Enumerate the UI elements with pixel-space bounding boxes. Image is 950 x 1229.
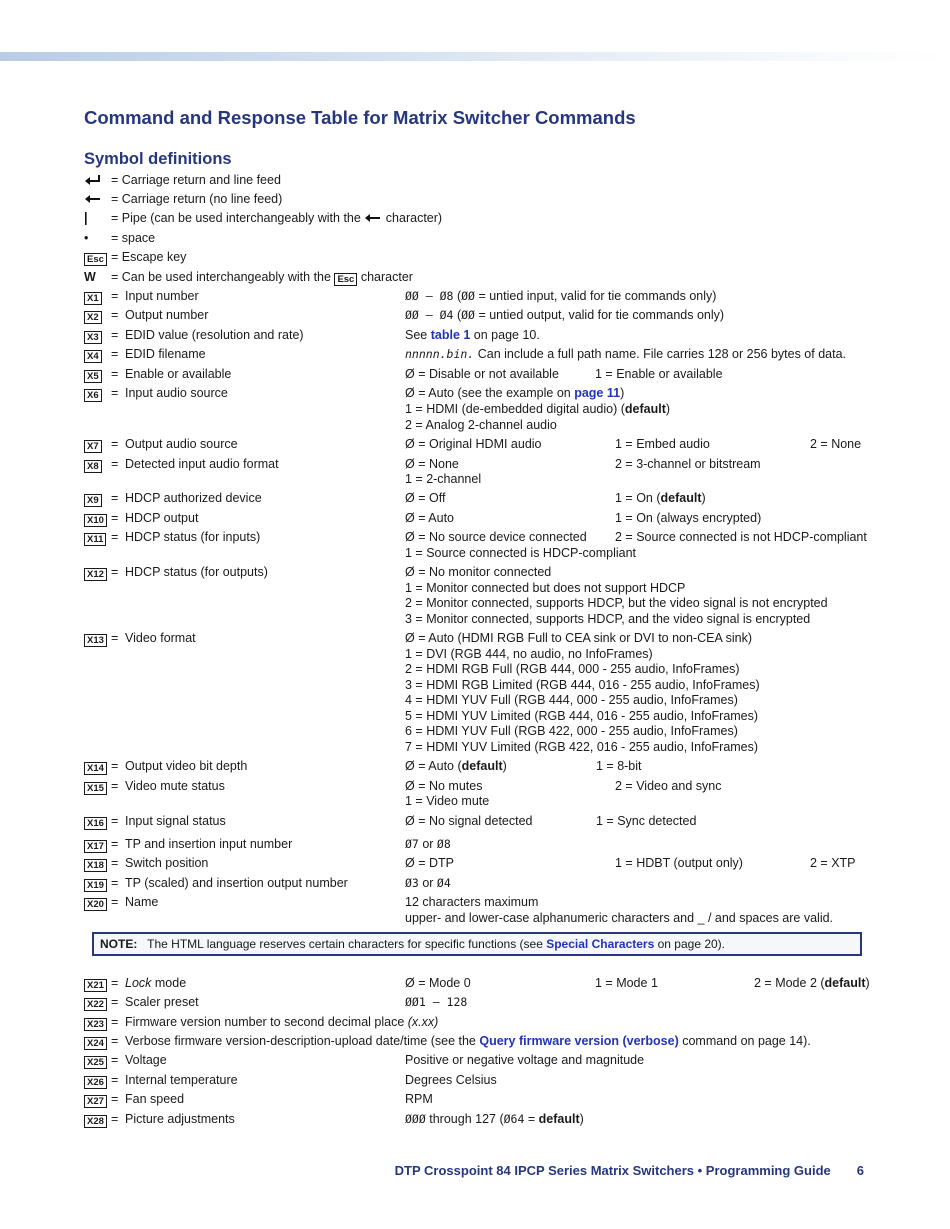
- variable-symbol-box: X15: [84, 782, 107, 795]
- crlf-arrow-icon: [84, 172, 106, 189]
- equals-sign: =: [111, 1015, 119, 1029]
- equals-sign: =: [111, 367, 119, 381]
- equals-sign: =: [111, 386, 119, 400]
- variable-description: Fan speed: [125, 1092, 185, 1106]
- equals-sign: =: [111, 995, 119, 1009]
- footer-title: DTP Crosspoint 84 IPCP Series Matrix Switchers • Programming Guide: [394, 1163, 831, 1178]
- variable-symbol-box: X18: [84, 859, 107, 872]
- space-definition: = space: [111, 231, 156, 245]
- w-definition: = Can be used interchangeably with the Esc character: [111, 270, 413, 285]
- x13-values-3: 2 = HDMI RGB Full (RGB 444, 000 - 255 audio, InfoFrames): [405, 662, 740, 676]
- variable-symbol-box: X23: [84, 1018, 107, 1031]
- variable-description: HDCP output: [125, 511, 199, 525]
- page-number: 6: [856, 1163, 864, 1178]
- variable-symbol-box: X20: [84, 898, 107, 911]
- variable-description: Verbose firmware version-description-upload date/time (see the Query firmware version (verbose) command on page 14).: [125, 1034, 811, 1048]
- variable-description: HDCP authorized device: [125, 491, 262, 505]
- variable-symbol-box: X17: [84, 840, 107, 853]
- equals-sign: =: [111, 437, 119, 451]
- variable-description: Voltage: [125, 1053, 167, 1067]
- symbol-esc-row: [0, 249, 950, 266]
- note-label: NOTE:: [100, 937, 138, 951]
- x17-values: Ø7 or Ø8: [405, 837, 451, 851]
- x-row: [0, 1033, 950, 1050]
- variable-description: Input audio source: [125, 386, 228, 400]
- variable-symbol-box: X21: [84, 979, 107, 992]
- pipe-icon: [84, 210, 106, 229]
- page-11-link[interactable]: page 11: [574, 386, 621, 400]
- x13-values: Ø = Auto (HDMI RGB Full to CEA sink or DVI to non-CEA sink): [405, 631, 752, 645]
- variable-symbol-box: X7: [84, 440, 102, 453]
- x5-values: Ø = Disable or not available 1 = Enable or available: [405, 367, 723, 381]
- variable-description: Output number: [125, 308, 209, 322]
- x13-values-8: 7 = HDMI YUV Limited (RGB 422, 016 - 255 audio, InfoFrames): [405, 740, 759, 754]
- equals-sign: =: [111, 1073, 119, 1087]
- esc-key-box: Esc: [84, 253, 107, 266]
- x18-values: Ø = DTP 1 = HDBT (output only) 2 = XTP: [405, 856, 856, 870]
- variable-symbol-box: X24: [84, 1037, 107, 1050]
- equals-sign: =: [111, 895, 119, 909]
- variable-symbol-box: X25: [84, 1056, 107, 1069]
- x2-values: ØØ – Ø4 (ØØ = untied output, valid for tie commands only): [405, 308, 725, 322]
- symbol-space-row: [0, 230, 950, 247]
- variable-symbol-box: X10: [84, 514, 107, 527]
- variable-description: Input signal status: [125, 814, 226, 828]
- variable-description: Firmware version number to second decimal place (x.xx): [125, 1015, 439, 1029]
- x16-values: Ø = No signal detected 1 = Sync detected: [405, 814, 697, 828]
- variable-symbol-box: X28: [84, 1115, 107, 1128]
- x7-values: Ø = Original HDMI audio 1 = Embed audio 2 = None: [405, 437, 862, 451]
- x1-values: ØØ – Ø8 (ØØ = untied input, valid for tie commands only): [405, 289, 717, 303]
- x12-values-4: 3 = Monitor connected, supports HDCP, and the video signal is encrypted: [405, 612, 811, 626]
- x11-values: Ø = No source device connected 2 = Source connected is not HDCP-compliant: [405, 530, 867, 544]
- x8-values: Ø = None 2 = 3-channel or bitstream: [405, 457, 761, 471]
- variable-symbol-box: X14: [84, 762, 107, 775]
- equals-sign: =: [111, 876, 119, 890]
- x6-values-2: 1 = HDMI (de-embedded digital audio) (default): [405, 402, 671, 416]
- variable-symbol-box: X22: [84, 998, 107, 1011]
- x15-values-2: 1 = Video mute: [405, 794, 490, 808]
- variable-description: TP and insertion input number: [125, 837, 293, 851]
- x6-values: Ø = Auto (see the example on page 11): [405, 386, 625, 400]
- x28-values: ØØØ through 127 (Ø64 = default): [405, 1112, 584, 1126]
- variable-description: HDCP status (for outputs): [125, 565, 268, 579]
- symbol-crlf-row: [0, 172, 950, 189]
- variable-symbol-box: X11: [84, 533, 106, 546]
- x10-values: Ø = Auto 1 = On (always encrypted): [405, 511, 762, 525]
- equals-sign: =: [111, 491, 119, 505]
- equals-sign: =: [111, 1092, 119, 1106]
- variable-symbol-box: X8: [84, 460, 102, 473]
- equals-sign: =: [111, 837, 119, 851]
- x20-values-2: upper- and lower-case alphanumeric characters and _ / and spaces are valid.: [405, 911, 834, 925]
- symbol-w-row: [0, 269, 950, 286]
- variable-description: TP (scaled) and insertion output number: [125, 876, 348, 890]
- x11-values-2: 1 = Source connected is HDCP-compliant: [405, 546, 637, 560]
- x14-values: Ø = Auto (default) 1 = 8-bit: [405, 759, 642, 773]
- x21-values: Ø = Mode 0 1 = Mode 1 2 = Mode 2 (default): [405, 976, 870, 990]
- variable-description: EDID filename: [125, 347, 206, 361]
- equals-sign: =: [111, 308, 119, 322]
- crlf-definition: = Carriage return and line feed: [111, 173, 281, 187]
- special-characters-link[interactable]: Special Characters: [546, 937, 655, 951]
- variable-description: Name: [125, 895, 159, 909]
- equals-sign: =: [111, 457, 119, 471]
- variable-description: Output audio source: [125, 437, 238, 451]
- x-row: [0, 1014, 950, 1031]
- variable-description: Lock mode: [125, 976, 187, 990]
- equals-sign: =: [111, 1053, 119, 1067]
- variable-symbol-box: X13: [84, 634, 107, 647]
- equals-sign: =: [111, 1034, 119, 1048]
- variable-symbol-box: X4: [84, 350, 102, 363]
- x13-values-7: 6 = HDMI YUV Full (RGB 422, 000 - 255 audio, InfoFrames): [405, 724, 738, 738]
- variable-symbol-box: X19: [84, 879, 107, 892]
- x13-values-4: 3 = HDMI RGB Limited (RGB 444, 016 - 255 audio, InfoFrames): [405, 678, 760, 692]
- variable-symbol-box: X2: [84, 311, 102, 324]
- variable-symbol-box: X6: [84, 389, 102, 402]
- x27-values: RPM: [405, 1092, 433, 1106]
- esc-definition: = Escape key: [111, 250, 187, 264]
- x19-values: Ø3 or Ø4: [405, 876, 451, 890]
- variable-description: Video format: [125, 631, 196, 645]
- variable-description: Detected input audio format: [125, 457, 279, 471]
- equals-sign: =: [111, 289, 119, 303]
- equals-sign: =: [111, 328, 119, 342]
- w-symbol: W: [84, 270, 96, 284]
- x12-values-2: 1 = Monitor connected but does not support HDCP: [405, 581, 686, 595]
- variable-symbol-box: X16: [84, 817, 107, 830]
- x12-values-3: 2 = Monitor connected, supports HDCP, but the video signal is not encrypted: [405, 596, 828, 610]
- note-box: NOTE: The HTML language reserves certain characters for specific functions (see Special Characters on page 20).: [92, 932, 862, 956]
- x8-values-2: 1 = 2-channel: [405, 472, 482, 486]
- x6-values-3: 2 = Analog 2-channel audio: [405, 418, 557, 432]
- variable-description: Output video bit depth: [125, 759, 248, 773]
- table-1-link[interactable]: table 1: [430, 328, 471, 342]
- esc-key-inline-box: Esc: [334, 273, 357, 286]
- page-title: Command and Response Table for Matrix Switcher Commands: [84, 107, 636, 128]
- x26-values: Degrees Celsius: [405, 1073, 497, 1087]
- equals-sign: =: [111, 814, 119, 828]
- cr-definition: = Carriage return (no line feed): [111, 192, 283, 206]
- variable-symbol-box: X5: [84, 370, 102, 383]
- variable-description: EDID value (resolution and rate): [125, 328, 304, 342]
- variable-description: Scaler preset: [125, 995, 199, 1009]
- pipe-definition: = Pipe (can be used interchangeably with the character): [111, 211, 443, 225]
- symbol-pipe-row: [0, 210, 950, 227]
- query-firmware-link[interactable]: Query firmware version (verbose): [479, 1034, 679, 1048]
- x13-values-5: 4 = HDMI YUV Full (RGB 444, 000 - 255 audio, InfoFrames): [405, 693, 738, 707]
- x15-values: Ø = No mutes 2 = Video and sync: [405, 779, 722, 793]
- x25-values: Positive or negative voltage and magnitude: [405, 1053, 645, 1067]
- equals-sign: =: [111, 347, 119, 361]
- variable-symbol-box: X27: [84, 1095, 107, 1108]
- x3-values: See table 1 on page 10.: [405, 328, 540, 342]
- bullet-icon: •: [84, 231, 89, 245]
- equals-sign: =: [111, 511, 119, 525]
- variable-description: Video mute status: [125, 779, 225, 793]
- variable-symbol-box: X26: [84, 1076, 107, 1089]
- equals-sign: =: [111, 631, 119, 645]
- variable-description: Picture adjustments: [125, 1112, 235, 1126]
- x13-values-2: 1 = DVI (RGB 444, no audio, no InfoFrames): [405, 647, 653, 661]
- symbol-cr-row: [0, 191, 950, 208]
- x9-values: Ø = Off 1 = On (default): [405, 491, 706, 505]
- equals-sign: =: [111, 1112, 119, 1126]
- equals-sign: =: [111, 530, 119, 544]
- variable-description: Internal temperature: [125, 1073, 238, 1087]
- variable-description: Switch position: [125, 856, 209, 870]
- variable-description: Input number: [125, 289, 199, 303]
- x20-values: 12 characters maximum: [405, 895, 539, 909]
- equals-sign: =: [111, 856, 119, 870]
- cr-arrow-icon: [84, 191, 106, 208]
- cr-arrow-inline-icon: [364, 212, 382, 224]
- page-footer: [395, 1163, 864, 1178]
- equals-sign: =: [111, 759, 119, 773]
- x12-values: Ø = No monitor connected: [405, 565, 552, 579]
- equals-sign: =: [111, 779, 119, 793]
- variable-symbol-box: X9: [84, 494, 102, 507]
- variable-description: Enable or available: [125, 367, 232, 381]
- variable-description: HDCP status (for inputs): [125, 530, 261, 544]
- x13-values-6: 5 = HDMI YUV Limited (RGB 444, 016 - 255 audio, InfoFrames): [405, 709, 759, 723]
- variable-symbol-box: X3: [84, 331, 102, 344]
- header-gradient-bar: [0, 52, 950, 61]
- variable-symbol-box: X1: [84, 292, 102, 305]
- variable-symbol-box: X12: [84, 568, 107, 581]
- equals-sign: =: [111, 976, 119, 990]
- equals-sign: =: [111, 565, 119, 579]
- x22-values: ØØ1 – 128: [405, 995, 468, 1009]
- section-title: Symbol definitions: [84, 150, 232, 168]
- x4-values: nnnnn.bin. Can include a full path name. File carries 128 or 256 bytes of data.: [405, 347, 846, 361]
